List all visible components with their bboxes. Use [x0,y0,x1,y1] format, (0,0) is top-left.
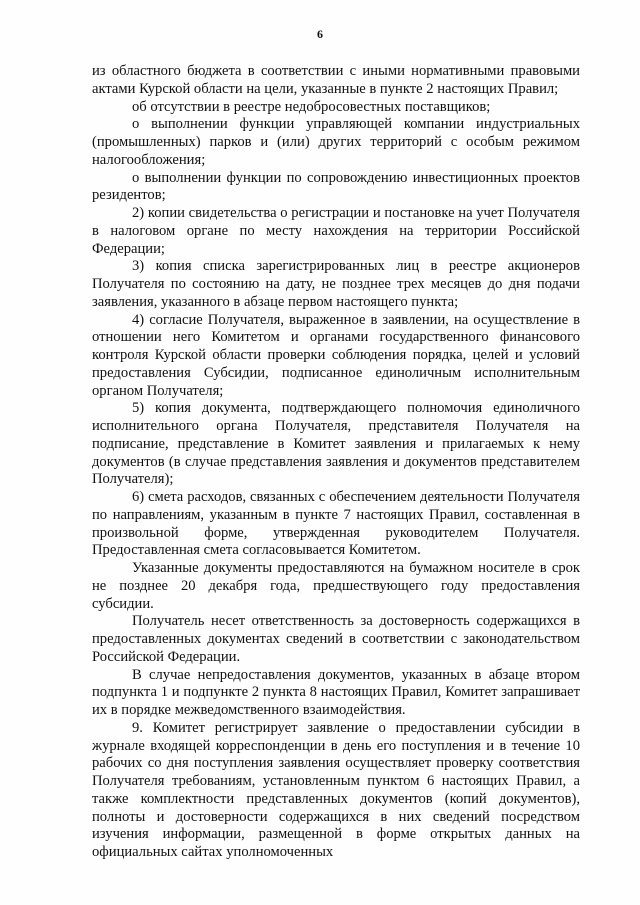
paragraph: Указанные документы предоставляются на бумажном носителе в срок не позднее 20 декабря года, предшествующего году предоставления субсидии. [92,560,580,612]
page-number: 6 [317,27,323,41]
paragraph: Получатель несет ответственность за достоверность содержащихся в предоставленных документах сведений в соответствии с законодательством Российской Федерации. [92,613,580,665]
document-body [92,63,580,862]
paragraph: 4) согласие Получателя, выраженное в заявлении, на осуществление в отношении него Комитетом и органами государственного финансового контроля Курской области проверки соблюдения порядка, целей и условий предоставления Субсидии, подписанное единоличным исполнительным органом Получателя; [92,311,580,399]
paragraph: 5) копия документа, подтверждающего полномочия единоличного исполнительного органа Получателя, представителя Получателя на подписание, представление в Комитет заявления и прилагаемых к нему документов (в случае представления заявления и документов представителем Получателя); [92,400,580,488]
paragraph: об отсутствии в реестре недобросовестных поставщиков; [132,98,491,115]
paragraph: 3) копия списка зарегистрированных лиц в реестре акционеров Получателя по состоянию на дату, не позднее трех месяцев до дня подачи заявления, указанного в абзаце первом настоящего пункта; [92,258,580,310]
paragraph: В случае непредоставления документов, указанных в абзаце втором подпункта 1 и подпункте 2 пункта 8 настоящих Правил, Комитет запрашивает их в порядке межведомственного взаимодействия. [92,666,580,718]
paragraph: 9. Комитет регистрирует заявление о предоставлении субсидии в журнале входящей корреспонденции в день его поступления и в течение 10 рабочих со дня поступления заявления осуществляет проверку соответствия Получателя требованиям, установленным пунктом 6 настоящих Правил, а также комплектности представленных документов (копий документов), полноты и достоверности содержащихся в них сведений посредством изучения информации, размещенной в форме открытых данных на официальных сайтах уполномоченных [92,719,580,860]
paragraph: о выполнении функции управляющей компании индустриальных (промышленных) парков и (или) других территорий с особым режимом налогообложения; [92,116,580,168]
paragraph: 2) копии свидетельства о регистрации и постановке на учет Получателя в налоговом органе по месту нахождения на территории Российской Федерации; [92,205,580,257]
paragraph: из областного бюджета в соответствии с иными нормативными правовыми актами Курской области на цели, указанные в пункте 2 настоящих Правил; [92,63,580,97]
paragraph: 6) смета расходов, связанных с обеспечением деятельности Получателя по направлениям, указанным в пункте 7 настоящих Правил, составленная в произвольной форме, утвержденная руководителем Получателя. Предоставленная смета согласовывается Комитетом. [92,489,580,559]
paragraph: о выполнении функции по сопровождению инвестиционных проектов резидентов; [92,169,580,204]
